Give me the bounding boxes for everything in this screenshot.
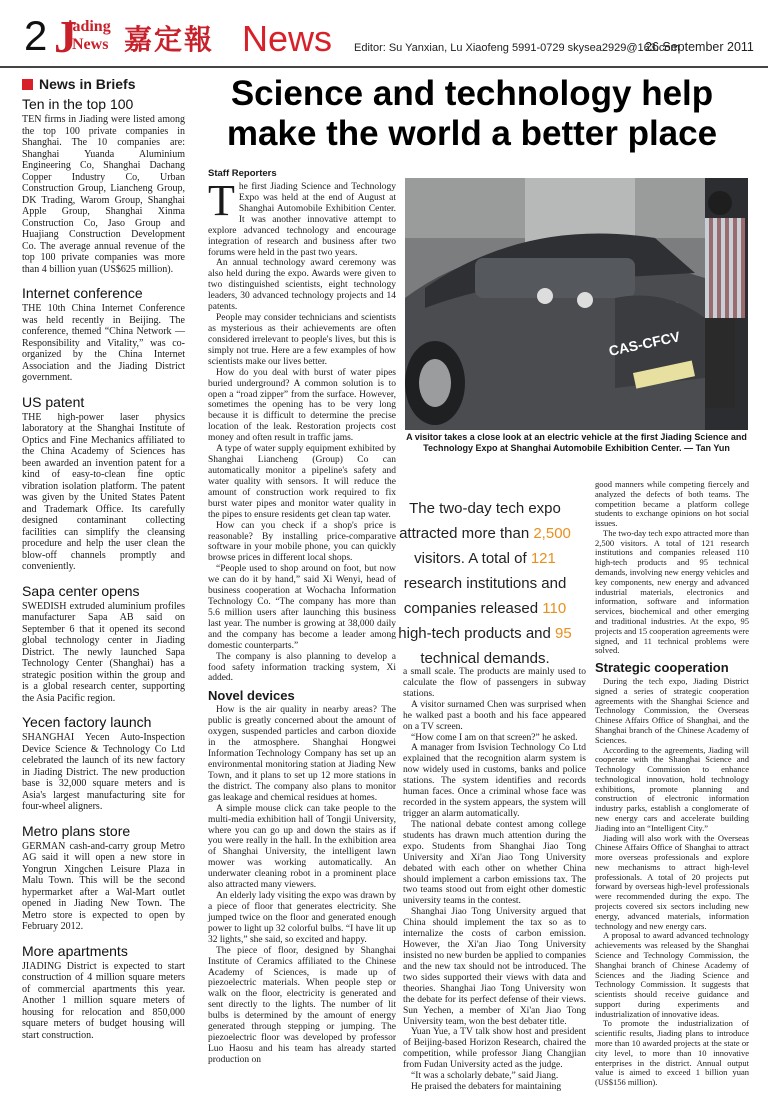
article-paragraph: A manager from Isvision Technology Co Ltd explained that the recognition alarm system is now widely used in customs, banks and police stations. The system identifies and records human faces. Once a criminal whose face was recorded in the system appears, the system will trigger an alarm automatically. [403,743,586,819]
drop-cap: T [208,176,235,225]
article-column-2 [403,667,586,1093]
brief-body: SWEDISH extruded aluminium profiles manufacturer Sapa AB said on September 6 that it opened its second global technology center in Jiading District. The newly launched Sapa Technology Center (Shanghai) has a strategic position within the group and is a global research center, supporting the Asia Pacific region. [22,600,185,704]
logo-line-1: iading [68,18,111,35]
brief-body: GERMAN cash-and-carry group Metro AG said it will open a new store in Yongrun Xingchen Leisure Plaza in Malu Town. This will be the second hypermarket after a Wal-Mart outlet opened in Jiading New Town. The Metro store is expected to open by February 2012. [22,840,185,932]
article-paragraph: The piece of floor, designed by Shanghai Institute of Ceramics affiliated to the Chinese Academy of Sciences, is made up of piezoelectric materials. When people step or walk on the floor, electricity is generated and sent directly to the lights. The number of lit bulbs is determined by the amount of energy generated through stepping or jumping. The piezoelectric floor was developed by professor Luo Haosu and his team has already started production on [208,945,396,1065]
article-paragraph: A visitor surnamed Chen was surprised when he walked past a booth and his face appeared on a TV screen. [403,699,586,732]
products-number: 110 [542,600,567,617]
institutions-number: 121 [530,550,556,567]
article-paragraph: People may consider technicians and scientists as mysterious as their achievements are often considered irrelevant to people's lives, but this is simply not true. Here are a few examples of how scientists make our lives better. [208,313,396,367]
brief-heading: Ten in the top 100 [22,96,134,112]
article-paragraph: Shanghai Jiao Tong University argued that China should implement the tax so as to internalize the costs of carbon emission. However, the Xi'an Jiao Tong University insisted no new burden be applied to companies and the new tax should not be introduced. The two sides supported their views with data and theories. Shanghai Jiao Tong University won the debate for its perfect defense of their views. Sun Yechen, a member of Xi'an Jiao Tong University team, won the best debater title. [403,907,586,1027]
article-paragraph: “People used to shop around on foot, but now we can do it by hand,” said Xi Wenyi, head of business cooperation at Wochacha Information Technology Co. “The company has more than 5.6 million users after launching this business last year. The number is growing at 38,000 daily and the company has become a leader among domestic counterparts.” [208,564,396,651]
page-number: 2 [24,12,48,59]
brief-item [22,394,185,573]
jiading-news-logo: J iading News [54,11,111,62]
brief-body: TEN firms in Jiading were listed among the top 100 private companies in Shanghai. The 10 companies are: Shanghai Yuanda Aluminium Engineering Co, Shanghai Dachang Copper Industry Co, Urban Construction Group, Liancheng Group, DK Trading, Warom Group, Shanghai Apple Group, Shanghai Xinma Construction Co, Jaso Group and Huajiang Construction Development Co. The average annual revenue of the top 100 private companies was more than 4 billion yuan (US$625 million). [22,114,185,275]
brief-heading: Yecen factory launch [22,714,152,730]
brief-heading: Metro plans store [22,822,131,839]
article-paragraph: An elderly lady visiting the expo was drawn by a piece of floor that generates electricity. She jumped twice on the floor and generated enough power to light up 32 colorful bulbs. “I have lit up 32 lights,” she said, so excited and happy. [208,891,396,945]
article-paragraph: An annual technology award ceremony was also held during the expo. Awards were given to two distinguished scientists, eight technology leaders, 30 advanced technology projects and 14 patents. [208,258,396,313]
article-paragraph: According to the agreements, Jiading will cooperate with the Shanghai Science and Technology Commission to enhance technological innovation, hold technology exhibitions, promote planning and construction of electronic information industry parks, establish a conglomerate of new energy cars and accelerate building Jiading into an “Intelligent City.” [595,744,749,833]
masthead-rule [0,66,768,68]
briefs-list [22,96,185,1041]
section-title: News [242,18,333,59]
photo-caption: A visitor takes a close look at an electric vehicle at the first Jiading Science and Technology Expo at Shanghai Automobile Exhibition Center. — Tan Yun [406,432,747,453]
article-paragraph: How do you deal with burst of water pipes buried underground? A common solution is to open a “road zipper” from the surface. However, sometimes the opening has to be very long because it is difficult to determine the precise location of the leak. Restoration projects cost money and often result in traffic jams. [208,367,396,444]
subhead-novel-devices: Novel devices [208,688,295,704]
brief-item [22,714,185,813]
article-paragraph: good manners while competing fiercely and analyzed the defects of both teams. The competition became a platform college students to exchange opinions on hot social issues. [595,479,749,529]
vehicle-label: CAS-CFCV [607,328,682,359]
brief-item [22,583,185,705]
article-paragraph: How can you check if a shop's price is reasonable? By installing price-comparative software in your mobile phone, you can quickly browse prices in different local shops. [208,520,396,564]
column-3b-body [595,677,749,1088]
brief-heading: Internet conference [22,285,143,301]
electric-vehicle-photo [405,178,748,430]
article-column-3 [595,480,749,1088]
brief-heading: More apartments [22,942,128,959]
article-paragraph: How is the air quality in nearby areas? The public is greatly concerned about the amount of oxygen, suspended particles and carbon dioxide in the atmosphere. Shanghai Hongwei Information Technology Company has set up an environmental monitoring station at Jiading New Town, and it plans to set up 12 more stations in the district. The company also plans to monitor gas leakage and chemical residues at homes. [208,705,396,803]
article-paragraph: To promote the industrialization of scientific results, Jiading plans to introduce more than 10 awarded projects at the state or city level, to more than 10 innovative enterprises in the district. Annual output value is aimed to exceed 1 billion yuan (US$156 million). [595,1018,749,1088]
article-paragraph: He praised the debaters for maintaining [411,1082,562,1093]
demands-number: 95 [555,625,572,642]
brief-body: THE high-power laser physics laboratory at the Shanghai Institute of Optics and Fine Mechanics affiliated to the China Academy of Sciences has been awarded an invention patent for a kind of easy-to-clean fine optic vibration isolation platform. The patent was given by the United States Patent and Trademark Office. Its carefully designed contaminant collecting facilities can simplify the cleansing procedure and help the user clean the blow-off channels promptly and conveniently. [22,411,185,572]
column-3-body [595,480,749,656]
briefs-title: News in Briefs [39,76,136,92]
article-paragraph: Yuan Yue, a TV talk show host and president of Beijing-based Horizon Research, chaired the competition, while professor Jiang Changjian from Fudan University acted as the judge. [403,1027,586,1071]
brief-item [22,823,185,933]
logo-line-2: News [72,36,109,53]
brief-body: JIADING District is expected to start construction of 4 million square meters of commercial apartments this year. Another 1 million square meters of housing for relocation and 850,000 square meters of budget housing will start construction. [22,960,185,1041]
chinese-masthead: 嘉定報 [124,23,215,56]
photo-illustration [405,178,748,430]
article-paragraph: “It was a scholarly debate,” said Jiang. [411,1071,559,1082]
pull-quote: The two-day tech expo attracted more than 2,500 visitors. A total of 121 research institutions and companies released 110 high-tech products and 95 technical demands. [398,500,572,667]
article-paragraph: A simple mouse click can take people to the multi-media exhibition hall of Tongji University, where you can go up and down the stairs as if you were really in the hall. In the exhibition area of Shanghai University, the intelligent lawn mower was working automatically. An underwater cleaning robot in a prominent place also attracted many viewers. [208,803,396,891]
red-square-icon [22,79,33,90]
article-paragraph: A type of water supply equipment exhibited by Shanghai Liancheng (Group) Co can automatically monitor a pipeline's safety and water quality with sensors. It will reduce the amount of construction work required to fix burst water pipes and monitor water quality in the pipes to ensure residents get clean tap water. [208,444,396,520]
article-paragraph: During the tech expo, Jiading District signed a series of strategic cooperation agreements with the Shanghai Science and Technology Commission, the Overseas Chinese Affairs Office of Shanghai, and the Shanghai branch of the Chinese Academy of Sciences. [595,676,749,745]
article-paragraph: A proposal to award advanced technology achievements was released by the Shanghai Science and Technology Commission, the Shanghai branch of Chinese Academy of Sciences and the Jiading Science and Technology Commission. It suggests that scientists should receive guidance and support during experiments and industrialization of innovative ideas. [595,930,749,1019]
article-paragraph: The national debate contest among college students has drawn much attention during the expo. Students from Shanghai Jiao Tong University and Xi'an Jiao Tong University debated with each other on whether China should implement a carbon emissions tax. The two teams stood out from eight other domestic university teams in the contest. [403,819,586,907]
article-paragraph: The two-day tech expo attracted more than 2,500 visitors. A total of 121 research institutions and companies released 110 high-tech products and 95 technical demands, involving new energy vehicles and key components, new energy and advanced industrial materials, electronics and information, software and information services, biochemical and other emerging and traditional industries. At the expo, 95 projects and 15 cooperation agreements were signed, and 11 technical problems were solved. [595,527,749,656]
column-1-body [208,258,396,684]
subhead-strategic-cooperation: Strategic cooperation [595,660,729,676]
byline: Staff Reporters [208,168,277,179]
brief-item [22,96,185,275]
article-column-1 [208,176,396,1082]
article-paragraph: Jiading will also work with the Overseas Chinese Affairs Office of Shanghai to attract more overseas professionals and explore new mechanisms to attract high-level professionals. A total of 20 projects put forward by overseas high-level professionals were recommended during the expo. The projects covered six sectors including new energy, advanced materials, information technology and new energy cars. [595,832,749,931]
article-paragraph: “How come I am on that screen?” he asked. [411,732,578,743]
masthead [0,0,768,70]
article-paragraph: The company is also planning to develop a food safety information tracking system, Xi added. [208,651,396,684]
brief-item [22,943,185,1042]
brief-item [22,285,185,384]
brief-heading: Sapa center opens [22,582,140,599]
lead-paragraph: The first Jiading Science and Technology Expo was held at the end of August at Shanghai Automobile Exhibition Center. It was another innovative attempt to explore advanced technology and encourage integration of research and business after two forums were held in the past two years. [208,176,396,258]
news-briefs-column [22,76,185,1096]
column-1b-body [208,705,396,1065]
visitors-number: 2,500 [533,525,571,542]
editor-line: Editor: Su Yanxian, Lu Xiaofeng 5991-0729 skysea2929@163.com [354,42,680,54]
headline: Science and technology help make the world a better place [226,74,718,153]
issue-date: 26 September 2011 [645,40,754,54]
brief-body: SHANGHAI Yecen Auto-Inspection Device Science & Technology Co Ltd celebrated the launch of its new factory in Jiading District. The new production base is 32,000 square meters and is Asia's largest manufacturing site for four-wheel aligners. [22,732,185,812]
briefs-header [22,76,185,92]
brief-body: THE 10th China Internet Conference was held recently in Beijing. The conference, themed “China Network — Responsibility and Vitality,” was co-organized by the China Internet Association and the Jiading District government. [22,303,185,383]
article-paragraph: a small scale. The products are mainly used to calculate the flow of passengers in subway stations. [403,667,586,699]
brief-heading: US patent [22,393,85,410]
